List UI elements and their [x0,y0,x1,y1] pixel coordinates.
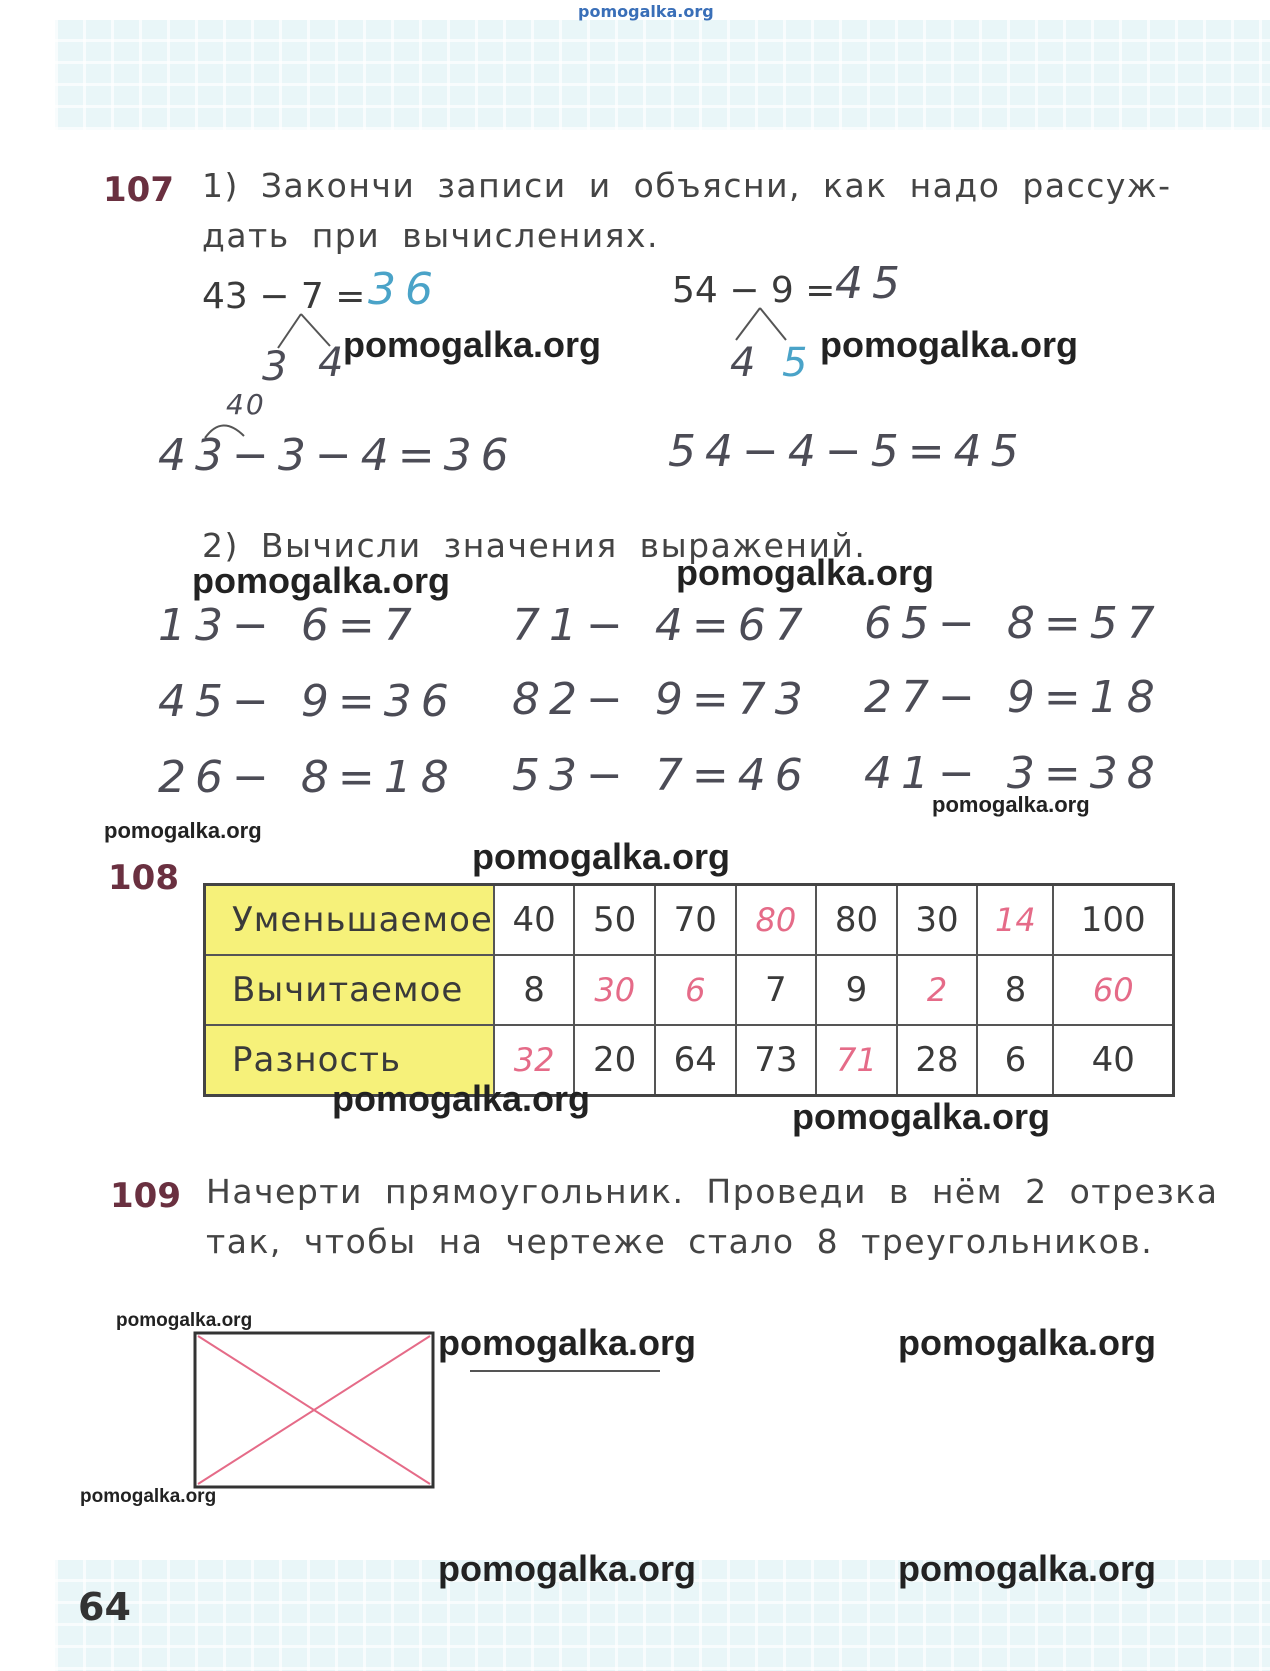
table-cell: 30 [897,885,978,956]
expression-2: 71− 4=67 [512,600,812,651]
table-cell: 40 [494,885,575,956]
watermark: pomogalka.org [438,1322,697,1363]
table-row [205,955,1174,1025]
handwritten-cell: 2 [897,955,978,1025]
task-107-instruction-line1: 1) Закончи записи и объясни, как надо рассуж- [202,166,1172,205]
watermark: pomogalka.org [472,836,731,877]
table-cell: 8 [977,955,1053,1025]
watermark: pomogalka.org [116,1310,253,1331]
table-cell: 7 [736,955,817,1025]
watermark: pomogalka.org [820,324,1079,365]
expression-9: 41− 3=38 [864,748,1164,799]
page-number: 64 [78,1585,131,1629]
example-b-expression: 54 − 9 = [672,270,836,311]
top-pattern-band [55,20,1270,130]
example-b-split-right: 5 [782,340,817,386]
source-watermark: pomogalka.org [578,2,714,21]
table-cell: 9 [816,955,897,1025]
table-row [205,885,1174,956]
example-b-split-left: 4 [730,340,765,386]
table-cell: 20 [574,1025,655,1096]
task-107-instruction-line2: дать при вычислениях. [202,216,660,255]
subtraction-table [203,883,1175,1097]
example-b-steps: 54−4−5=45 [668,426,1028,477]
watermark: pomogalka.org [343,324,602,365]
task-109-number: 109 [110,1176,181,1216]
watermark: pomogalka.org [192,560,451,601]
example-a-steps: 43−3−4=36 [158,430,518,481]
row-label: Вычитаемое [205,955,494,1025]
watermark: pomogalka.org [932,792,1090,817]
expression-1: 13− 6=7 [158,600,421,651]
table-cell: 64 [655,1025,736,1096]
table-cell: 80 [816,885,897,956]
example-a-split-right: 4 [318,340,353,386]
table-cell: 28 [897,1025,978,1096]
table-cell: 100 [1053,885,1173,956]
task-107-number: 107 [103,170,174,210]
table-cell: 40 [1053,1025,1173,1096]
task-107-part2-instruction: 2) Вычисли значения выражений. [202,526,867,565]
watermark: pomogalka.org [792,1096,1051,1137]
expression-5: 82− 9=73 [512,674,812,725]
row-label: Уменьшаемое [205,885,494,956]
expression-7: 26− 8=18 [158,752,458,803]
rectangle-drawing [190,1328,440,1494]
task-108-number: 108 [108,858,179,898]
watermark: pomogalka.org [80,1486,217,1507]
handwritten-cell: 32 [494,1025,575,1096]
watermark: pomogalka.org [898,1548,1157,1589]
example-a-answer: 36 [368,264,442,315]
watermark: pomogalka.org [332,1078,591,1119]
example-b-answer: 45 [835,258,909,309]
task-109-instruction-line2: так, чтобы на чертеже стало 8 треугольников. [206,1222,1154,1261]
table-cell: 73 [736,1025,817,1096]
handwritten-cell: 71 [816,1025,897,1096]
handwritten-cell: 60 [1053,955,1173,1025]
watermark: pomogalka.org [676,552,935,593]
underline-stroke [470,1370,660,1372]
table-cell: 6 [977,1025,1053,1096]
table-cell: 50 [574,885,655,956]
handwritten-cell: 6 [655,955,736,1025]
table-cell: 70 [655,885,736,956]
example-a-expression: 43 − 7 = [202,276,366,317]
expression-4: 45− 9=36 [158,676,458,727]
example-a-note: 40 [226,388,266,421]
table-cell: 8 [494,955,575,1025]
watermark: pomogalka.org [438,1548,697,1589]
row-label: Разность [205,1025,494,1096]
expression-3: 65− 8=57 [864,598,1164,649]
expression-6: 27− 9=18 [864,672,1164,723]
watermark: pomogalka.org [104,818,262,843]
task-109-instruction-line1: Начерти прямоугольник. Проведи в нём 2 отрезка [206,1172,1219,1211]
example-a-split-left: 3 [262,344,297,390]
expression-8: 53− 7=46 [512,750,812,801]
handwritten-cell: 80 [736,885,817,956]
watermark: pomogalka.org [898,1322,1157,1363]
handwritten-cell: 30 [574,955,655,1025]
handwritten-cell: 14 [977,885,1053,956]
